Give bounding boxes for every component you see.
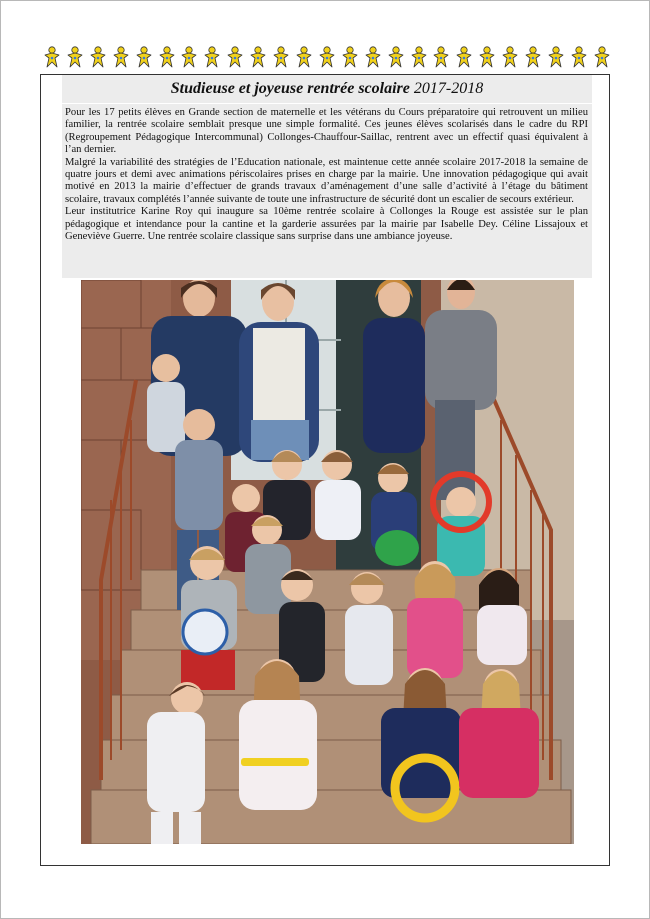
article-body [65, 107, 588, 243]
paragraph-2: Malgré la variabilité des stratégies de l’Education nationale, est maintenue cette année scolaire 2017-2018 la semaine de quatre jours et demi avec animations périscolaires prises en charge par la mairie. Une innovation pédagogique qui avait motivé en 2013 la mairie d’effectuer de grands travaux d’aménagement d’une salle d’activité à l’étage du bâtiment scolaire, travaux complétés l’année suivante de toute une infrastructure de sécurité dont un escalier de secours extérieur. [65, 156, 588, 205]
star-child-icon [594, 46, 610, 68]
star-child-icon [502, 46, 518, 68]
star-child-icon [113, 46, 129, 68]
star-child-icon [411, 46, 427, 68]
star-child-icon [548, 46, 564, 68]
title-band [62, 75, 592, 103]
star-child-icon [250, 46, 266, 68]
star-child-icon [433, 46, 449, 68]
star-child-icon [159, 46, 175, 68]
title-text: Studieuse et joyeuse rentrée scolaire [170, 80, 410, 97]
paragraph-1: Pour les 17 petits élèves en Grande section de maternelle et les vétérans du Cours préparatoire qui retrouvent un milieu familier, la rentrée scolaire semblait presque une simple formalité. Ces jeunes élèves scolarisés dans le cadre du RPI (Regroupement Pédagogique Intercommunal) Collonges-Chauffour-Saillac, rentrent avec un effectif quasi équivalent à l’an dernier. [65, 107, 588, 156]
star-child-icon [319, 46, 335, 68]
star-child-icon [273, 46, 289, 68]
decorative-frieze [44, 46, 610, 68]
article-title [171, 80, 483, 98]
star-child-icon [479, 46, 495, 68]
star-child-icon [342, 46, 358, 68]
class-photo-illustration [81, 280, 574, 844]
star-child-icon [67, 46, 83, 68]
star-child-icon [204, 46, 220, 68]
title-year: 2017-2018 [413, 80, 484, 97]
star-child-icon [525, 46, 541, 68]
class-photo [81, 280, 574, 844]
star-child-icon [181, 46, 197, 68]
star-child-icon [296, 46, 312, 68]
star-child-icon [90, 46, 106, 68]
star-child-icon [136, 46, 152, 68]
star-child-icon [365, 46, 381, 68]
star-child-icon [227, 46, 243, 68]
star-child-icon [44, 46, 60, 68]
star-child-icon [388, 46, 404, 68]
paragraph-3: Leur institutrice Karine Roy qui inaugure sa 10ème rentrée scolaire à Collonges la Rouge est assistée sur le plan pédagogique et intendance pour la cantine et la garderie assurées par la mairie par Isabelle Dey. Céline Lissajoux et Geneviève Guerre. Une rentrée scolaire classique sans surprise dans une ambiance joyeuse. [65, 206, 588, 243]
star-child-icon [456, 46, 472, 68]
star-child-icon [571, 46, 587, 68]
